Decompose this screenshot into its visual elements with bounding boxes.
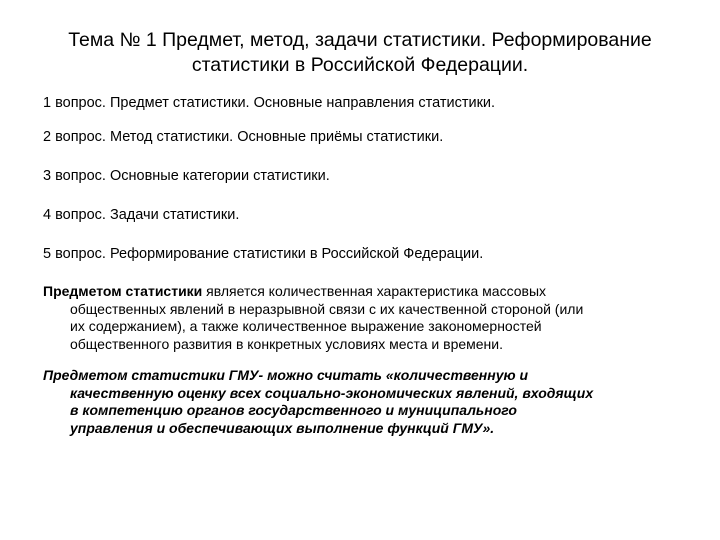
slide-title-line-2: статистики в Российской Федерации. (191, 54, 529, 76)
question-5: 5 вопрос. Реформирование статистики в Российской Федерации. (43, 246, 484, 262)
gmu-line-1: Предметом статистики ГМУ- можно считать «количественную и (43, 367, 529, 383)
question-4: 4 вопрос. Задачи статистики. (43, 207, 240, 223)
question-1: 1 вопрос. Предмет статистики. Основные направления статистики. (43, 95, 496, 111)
slide-title-line-1: Тема № 1 Предмет, метод, задачи статистики. Реформирование (68, 29, 652, 51)
question-3: 3 вопрос. Основные категории статистики. (43, 168, 330, 184)
question-2: 2 вопрос. Метод статистики. Основные приёмы статистики. (43, 129, 444, 145)
definition-line-3: их содержанием), а также количественное выражение закономерностей (70, 318, 542, 334)
definition-line-2: общественных явлений в неразрывной связи с их качественной стороной (или (70, 300, 584, 317)
gmu-line-4: управления и обеспечивающих выполнение функций ГМУ». (70, 419, 495, 436)
definition-line-1 (43, 283, 683, 301)
gmu-subject-definition (43, 367, 683, 437)
gmu-line-3: в компетенцию органов государственного и муниципального (70, 402, 517, 418)
gmu-line-2: качественную оценку всех социально-экономических явлений, входящих (70, 384, 594, 401)
definition-line-1-text: является количественная характеристика массовых (202, 283, 547, 299)
slide-title (40, 28, 680, 78)
statistics-subject-definition (43, 283, 683, 353)
definition-term: Предметом статистики (43, 283, 203, 299)
definition-line-4: общественного развития в конкретных условиях места и времени. (70, 335, 504, 352)
